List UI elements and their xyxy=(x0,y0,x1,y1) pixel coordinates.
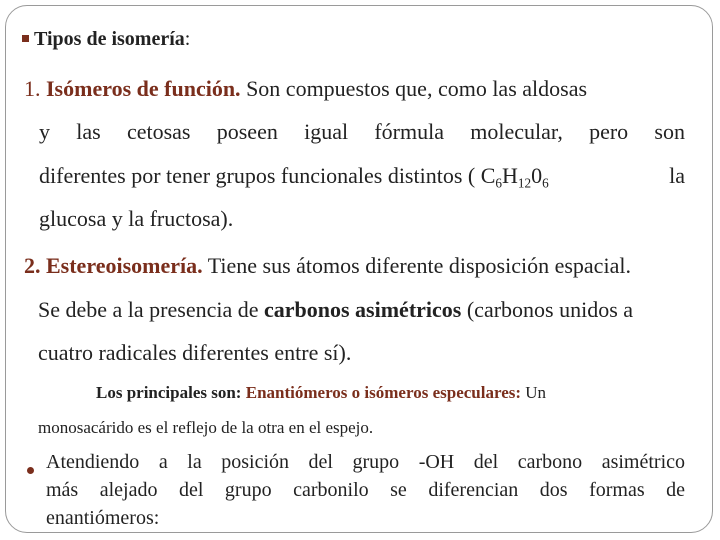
item2-line3: cuatro radicales diferentes entre sí). xyxy=(38,340,352,365)
item2-title: 2. Estereoisomería. xyxy=(24,253,203,278)
item3-line1: Los principales son: Enantiómeros o isómeros especulares: Un xyxy=(96,383,547,402)
item2-line2: Se debe a la presencia de carbonos asimétricos (carbonos unidos a xyxy=(38,297,634,322)
item2-bold-term: carbonos asimétricos xyxy=(264,297,462,322)
formula-h-sub: 12 xyxy=(517,175,532,191)
bullet-line1: Atendiendo a la posición del grupo -OH del carbono asimétrico xyxy=(46,451,685,473)
heading-colon: : xyxy=(184,28,191,50)
item1-text1: Son compuestos que, como las aldosas xyxy=(246,76,588,101)
bullet-marker xyxy=(27,460,34,483)
item1-number: 1. xyxy=(24,76,41,101)
item2-line1 xyxy=(24,253,631,279)
heading-title: Tipos de isomería xyxy=(34,28,185,50)
item1-title: Isómeros de función. xyxy=(46,76,241,101)
item1-line1 xyxy=(24,76,587,102)
heading xyxy=(22,28,190,51)
item3-line2: monosacárido es el reflejo de la otra en el espejo. xyxy=(38,418,374,437)
item3-highlight: Enantiómeros o isómeros especulares: xyxy=(245,383,522,402)
bullet-line3: enantiómeros: xyxy=(46,507,160,529)
formula-o-sub: 6 xyxy=(542,175,549,191)
round-bullet-icon xyxy=(27,467,34,474)
item1-text3: diferentes por tener grupos funcionales distintos ( C xyxy=(39,163,496,188)
bullet-line2: más alejado del grupo carbonilo se diferencian dos formas de xyxy=(46,479,685,501)
item3-label: Los principales son: xyxy=(96,383,242,402)
item1-text3-end: la xyxy=(669,163,685,188)
formula-c-sub: 6 xyxy=(495,175,502,191)
item1-line3: diferentes por tener grupos funcionales distintos ( $C_6H_{12}0_6$ la xyxy=(39,163,685,191)
item1-line4: glucosa y la fructosa). xyxy=(39,206,234,231)
square-bullet-icon xyxy=(22,35,29,42)
item2-text1: Tiene sus átomos diferente disposición espacial. xyxy=(207,253,631,278)
item1-line2: y las cetosas poseen igual fórmula molecular, pero son xyxy=(39,119,685,144)
